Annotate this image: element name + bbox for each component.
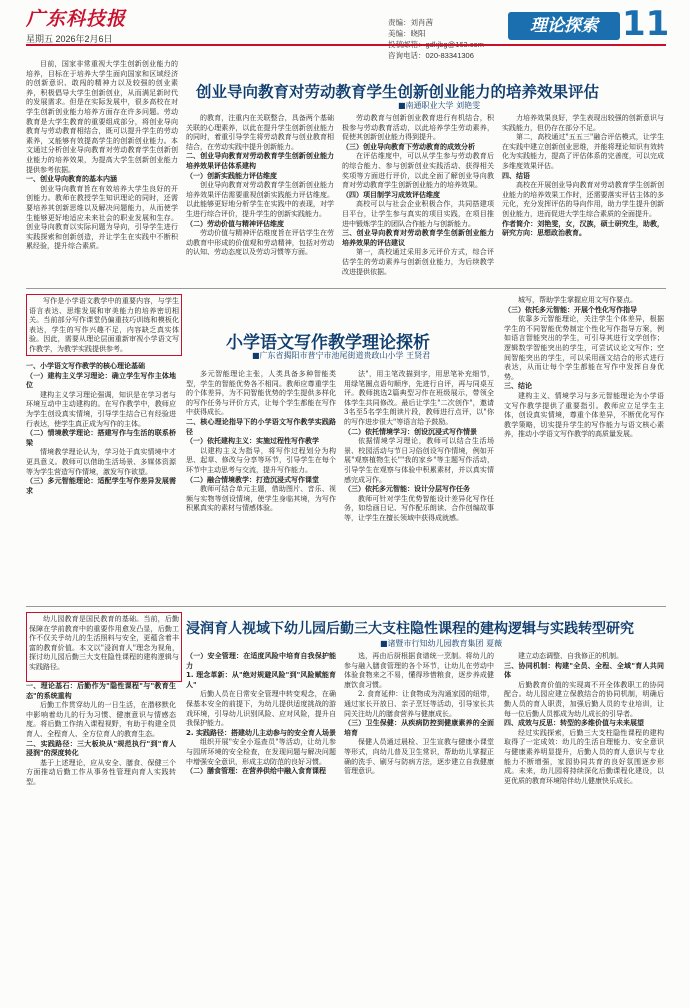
paragraph: 组织开展"安全小巡查员"等活动，让幼儿参与园所环境的安全检查，在发现问题与解决问题中增强安全意识，形成主动防范的良好习惯。 xyxy=(186,738,336,766)
newspaper-logo: 广东科技报 xyxy=(26,8,127,30)
sub-heading: （三）创业导向教育下劳动教育的成效分析 xyxy=(342,142,475,151)
editor-line: 咨询电话：020-83341306 xyxy=(388,51,474,60)
paragraph: 保健人员通过晨检、卫生宣教与健康小课堂等形式，向幼儿普及卫生常识，帮助幼儿掌握正确的洗手、刷牙与防病方法，逐步建立自我健康管理意识。 xyxy=(344,738,494,776)
article1-column-1 xyxy=(26,60,178,282)
paragraph: 法"，用主笔改描到字，用思笔补充细节，用绿笔圈点语句顺序，先进行自评，再与同桌互评。教师挑选2篇典型习作在班级展示，带领全体学生共同修改。最后让学生"二次创作"，邀请3名至5名学生朗读片段，教师进行点评，以"你的写作进步很大"等语言给予鼓励。 xyxy=(344,370,494,426)
article2-column-4 xyxy=(504,296,664,600)
article2-column-3 xyxy=(344,370,494,600)
sub-heading: （三）多元智能理论：适配学生写作差异发展需求 xyxy=(26,477,176,495)
sub-heading: （三）卫生保健：从疾病防控到健康素养的全面培育 xyxy=(344,719,494,737)
article3-intro-box xyxy=(26,612,182,682)
sub-heading: （一）创新实践能力评估维度 xyxy=(186,171,277,180)
paragraph: 高校可以与社会企业积极合作，共同搭建项目平台，让学生参与真实的项目实践，在项目推进中锻炼学生的团队合作能力与创新能力。 xyxy=(342,200,494,228)
paragraph: 劳动教育与创新创业教育进行有机结合，积极参与劳动教育活动，以此培养学生劳动素养，促使其创新创业能力得到提升。 xyxy=(342,114,494,142)
paragraph: 基于上述理论，应从安全、膳食、保健三个方面推动后勤工作从事务性管理向育人实践转型。 xyxy=(26,758,176,786)
editor-line: 美编：晓阳 xyxy=(388,29,426,38)
paragraph: 在评估维度中，可以从学生参与劳动教育后的综合能力、参与创新创业实践活动、获得相关奖项等方面进行评价，以此全面了解创业导向教育对劳动教育学生创新创业能力的培养效果。 xyxy=(342,152,494,190)
paragraph: 依据情境学习理论，教师可以结合生活场景、校园活动与节日习俗创设写作情境，例如开展"观察植物生长""我的家乡"等主题写作活动，引导学生在观察与体验中积累素材，并以真实情感完成习作。 xyxy=(344,437,494,484)
article2-intro-box xyxy=(26,294,182,356)
paragraph: 教师可结合单元主题，借助图片、音乐、视频与实物等创设情境，使学生身临其境，为写作积累真实的素材与情感体验。 xyxy=(186,485,336,513)
page-number: 11 xyxy=(622,4,670,44)
paragraph: 目前，国家非常重视大学生创新创业能力的培养，目标在于培养大学生面向国家和区域经济的创新意识、敢闯的精神力以及较强的创业素养，积极倡导大学生创新创业，从而满足新时代的发展需求。但是在实际发展中，很多高校在对学生创新创业能力培养方面存在许多问题。劳动教育是大学生教育的重要组成部分，将创业导向教育与劳动教育相结合，既可以提升学生的劳动素养，又能够有效提高学生的创新创业能力。本文通过分析创业导向教育对劳动教育学生创新创业能力的培养效果，为提高大学生创新创业能力提供参考依据。 xyxy=(26,60,178,174)
article-divider xyxy=(26,606,666,607)
intro-paragraph: 幼儿园教育是国民教育的基础。当前，后勤保障在学前教育中的重要作用愈发凸显，后勤工作不仅关乎幼儿的生活照料与安全，更蕴含着丰富的教育价值。本文以"浸润育人"理念为视角，探讨幼儿园后勤三大支柱隐性课程的建构逻辑与实践路径。 xyxy=(29,615,179,671)
paragraph: 多元智能理论主张，人类具备多种智能类型，学生的智能优势各不相同。教师应尊重学生的个体差异，为不同智能优势的学生提供多样化的写作任务与评价方式，让每个学生都能在写作中获得成长。 xyxy=(186,370,336,417)
article1-title: 创业导向教育对劳动教育学生创新创业能力的培养效果评估 xyxy=(196,83,600,101)
paragraph: 建构主义、情境学习与多元智能理论为小学语文写作教学提供了重要指引。教师应立足学生主体，创设真实情境，尊重个体差异，不断优化写作教学策略，切实提升学生的写作能力与语文核心素养，推动小学语文写作教学的高质量发展。 xyxy=(504,391,664,439)
section-heading: 三、协同机制：构建"全员、全程、全域"育人共同体 xyxy=(504,661,664,680)
article3-column-2 xyxy=(186,652,336,998)
sub-heading: （三）依托多元智能：开展个性化写作指导 xyxy=(504,305,637,314)
paragraph: 后勤工作贯穿幼儿的一日生活，在潜移默化中影响着幼儿的行为习惯、健康意识与情感态度。将后勤工作纳入课程视野，有助于构建全员育人、全程育人、全方位育人的教育生态。 xyxy=(26,701,176,738)
section-heading: 一、创业导向教育的基本内涵 xyxy=(26,175,117,184)
paragraph: 第二，高校通过"五五三"融合评估模式，让学生在实践中建立创新创业思维，并能将理论知识有效转化为实践能力，提高了评估体系的完善度，可以完成多维度效果评估。 xyxy=(502,133,664,170)
article3-column-4 xyxy=(504,652,664,998)
intro-paragraph: 写作是小学语文教学中的重要内容，与学生语言表达、思维发展和审美能力的培养密切相关。当前部分写作课堂仍偏重技巧训练和模板化表达，学生的写作兴趣不足，内容缺乏真实体验。因此，需要从理论层面重新审视小学语文写作教学，为教学实践提供参考。 xyxy=(29,297,179,353)
section-heading: 二、实践路径：三大板块从"规范执行"到"育人浸润"的深度转化 xyxy=(26,739,176,758)
article2-column-2 xyxy=(186,370,336,600)
section-heading: 四、结语 xyxy=(502,171,530,180)
article1-byline: ■南通职业大学 刘艳雯 xyxy=(398,101,481,110)
article1-column-3 xyxy=(342,114,494,282)
paragraph: 的教育，注重内在关联整合，具备两个基础关联的心理素养，以此在提升学生创新创业能力的同时，着重引导学生将劳动教育与创业教育相结合，在劳动实践中提升创新能力。 xyxy=(186,114,334,151)
paragraph: 教师可针对学生优势智能设计差异化写作任务，如绘画日记、写作配乐朗读、合作创编故事等，让学生在擅长领域中获得成就感。 xyxy=(344,494,494,522)
sub-heading: （二）依托情境学习：创设沉浸式写作情景 xyxy=(344,427,477,436)
article1-column-2 xyxy=(186,114,334,282)
sub-heading: （二）膳食管理：在营养供给中融入食育课程 xyxy=(186,767,326,776)
paragraph: 创业导向教育旨在有效培养大学生良好的开创能力。教师在教授学生知识理论的同时，还需要培养其创新思维以及解决问题能力，从而使学生能够更好地适应未来社会的职业发展和生存。创业导向教育以实际问题为导向，引导学生进行实践探索和创新创造，并让学生在实践中不断积累经验，提升综合素质。 xyxy=(26,184,178,251)
author-bio: 作者简介：刘艳雯，女，汉族，硕士研究生，助教，研究方向：思想政治教育。 xyxy=(502,219,664,238)
section-heading: 四、成效与反思：转型的多维价值与未来展望 xyxy=(504,719,644,728)
paragraph: 劳动价值与精神评估维度旨在评估学生在劳动教育中形成的价值观和劳动精神，包括对劳动的认知、劳动态度以及劳动习惯等方面。 xyxy=(186,229,334,257)
section-heading: 三、创业导向教育对劳动教育学生创新创业能力培养效果的评估建议 xyxy=(342,229,494,247)
paragraph: 创业导向教育对劳动教育学生创新创业能力培养效果评估需要重视创新实践能力评估维度。以此能够更好地分析学生在实践中的表现，对学生进行综合评价，提升学生的创新实践能力。 xyxy=(186,181,334,218)
issue-date: 星期五 2026年2月6日 xyxy=(26,34,113,44)
paragraph: 后勤教育价值的实现离不开全体教职工的协同配合。幼儿园应建立保教结合的协同机制，明确后勤人员的育人职责，加强后勤人员的专业培训，让每一位后勤人员都成为幼儿成长的引导者。 xyxy=(504,680,664,718)
editor-line: 责编：刘肖茜 xyxy=(388,18,433,27)
sub-heading: 1. 理念革新：从"绝对规避风险"到"风险赋能育人" xyxy=(186,671,336,689)
section-heading: 一、小学语文写作教学的核心理论基础 xyxy=(26,362,145,370)
paragraph: 城写，帮助学生掌握应用文写作要点。 xyxy=(518,296,637,304)
sub-heading: （一）建构主义学习理论：确立学生写作主体地位 xyxy=(26,371,176,390)
sub-heading: （二）情境教学理论：搭建写作与生活的联系桥梁 xyxy=(26,429,176,447)
paragraph: 依靠多元智能理论，关注学生个体差异，根据学生的不同智能优势制定个性化写作指导方案，例如语言智能突出的学生，可引导其进行文学创作；逻辑数学智能突出的学生，可尝试议论文写作；空间智能突出的学生，可以采用画文结合的形式进行表达，从而让每个学生都能在写作中发挥自身优势。 xyxy=(504,315,664,381)
paragraph: 以建构主义为指导，将写作过程划分为构思、起草、修改与分享等环节，引导学生在每个环节中主动思考与交流，提升写作能力。 xyxy=(186,446,336,474)
article-divider xyxy=(26,288,666,289)
paragraph: 经过实践探索，后勤三大支柱隐性课程的建构取得了一定成效：幼儿的生活自理能力、安全意识与健康素养明显提升，后勤人员的育人意识与专业能力不断增强，家园协同共育的良好氛围逐步形成。未来，幼儿园将持续深化后勤课程化建设，以更优质的教育环境陪伴幼儿健康快乐成长。 xyxy=(504,728,664,785)
paragraph: 后勤人员在日常安全管理中转变观念，在确保基本安全的前提下，为幼儿提供适度挑战的游戏环境，引导幼儿识别风险、应对风险，提升自我保护能力。 xyxy=(186,690,336,728)
section-heading: 二、核心理论指导下的小学语文写作教学实践路径 xyxy=(186,417,336,436)
paragraph: 建构主义学习理论强调，知识是在学习者与环境互动中主动建构的。在写作教学中，教师应为学生创设真实情境，引导学生结合已有经验进行表达，使学生真正成为写作的主体。 xyxy=(26,390,176,428)
section-heading: 二、创业导向教育对劳动教育学生创新创业能力培养效果评估体系建构 xyxy=(186,152,334,170)
paragraph: 力培养效果良好，学生表现出较强的创新意识与实践能力，但仍存在部分不足。 xyxy=(502,114,664,132)
article2-title: 小学语文写作教学理论探析 xyxy=(226,333,430,353)
article3-column-3 xyxy=(344,652,494,998)
sub-heading: 2. 实践路径：搭建幼儿主动参与的安全育人场景 xyxy=(186,728,336,737)
sub-heading: （四）项目制学习成效评估维度 xyxy=(342,190,440,199)
paragraph: 选，再由后厨根据食谱统一烹制。将幼儿的参与融入膳食管理的各个环节，让幼儿在劳动中体验食物来之不易，懂得珍惜粮食，逐步养成健康饮食习惯。 xyxy=(344,652,494,689)
sub-heading: （三）依托多元智能：设计分层写作任务 xyxy=(344,485,470,494)
paragraph: 2. 食育延伸：让食物成为沟通家园的纽带，通过家长开放日、亲子烹饪等活动，引导家长共同关注幼儿的膳食营养与健康成长。 xyxy=(344,690,494,718)
header-rule xyxy=(26,44,666,46)
paragraph: 情境教学理论认为，学习处于真实情境中才更具意义。教师可以借助生活场景、多媒体资源等为学生营造写作情境，激发写作欲望。 xyxy=(26,448,176,476)
section-heading: 一、理论基石：后勤作为"隐性课程"与"教育生态"的系统重构 xyxy=(26,682,176,700)
editor-info xyxy=(388,17,484,61)
sub-heading: （一）依托建构主义：实施过程性写作教学 xyxy=(186,437,319,446)
sub-heading: （一）安全管理：在适度风险中培育自我保护能力 xyxy=(186,652,336,670)
section-banner: 理论探索 xyxy=(508,12,620,40)
article1-column-4 xyxy=(502,114,664,282)
article3-byline: ■诸暨市行知幼儿园教育集团 夏薇 xyxy=(380,639,503,648)
sub-heading: （二）融合情境教学：打造沉浸式写作课堂 xyxy=(186,475,319,484)
paragraph: 高校在开展创业导向教育对劳动教育学生创新创业能力的培养效果工作时，还需要落实评估主体的多元化，充分发挥评估的导向作用，助力学生提升创新创业能力，进而促进大学生综合素质的全面提升。 xyxy=(502,181,664,218)
paragraph: 建立动态调整、自我修正的机制。 xyxy=(518,652,623,660)
article2-byline: ■广东省揭阳市普宁市池尾街道贵政山小学 王贤君 xyxy=(252,351,431,360)
section-heading: 三、结论 xyxy=(504,382,532,391)
article2-column-1 xyxy=(26,362,176,600)
article3-column-1 xyxy=(26,682,176,998)
paragraph: 第一，高校通过采用多元评价方式，综合评估学生的劳动素养与创新创业能力，为后续教学改进提供依据。 xyxy=(342,248,494,276)
article3-title: 浸润育人视域下幼儿园后勤三大支柱隐性课程的建构逻辑与实践转型研究 xyxy=(186,621,634,637)
sub-heading: （二）劳动价值与精神评估维度 xyxy=(186,219,284,228)
